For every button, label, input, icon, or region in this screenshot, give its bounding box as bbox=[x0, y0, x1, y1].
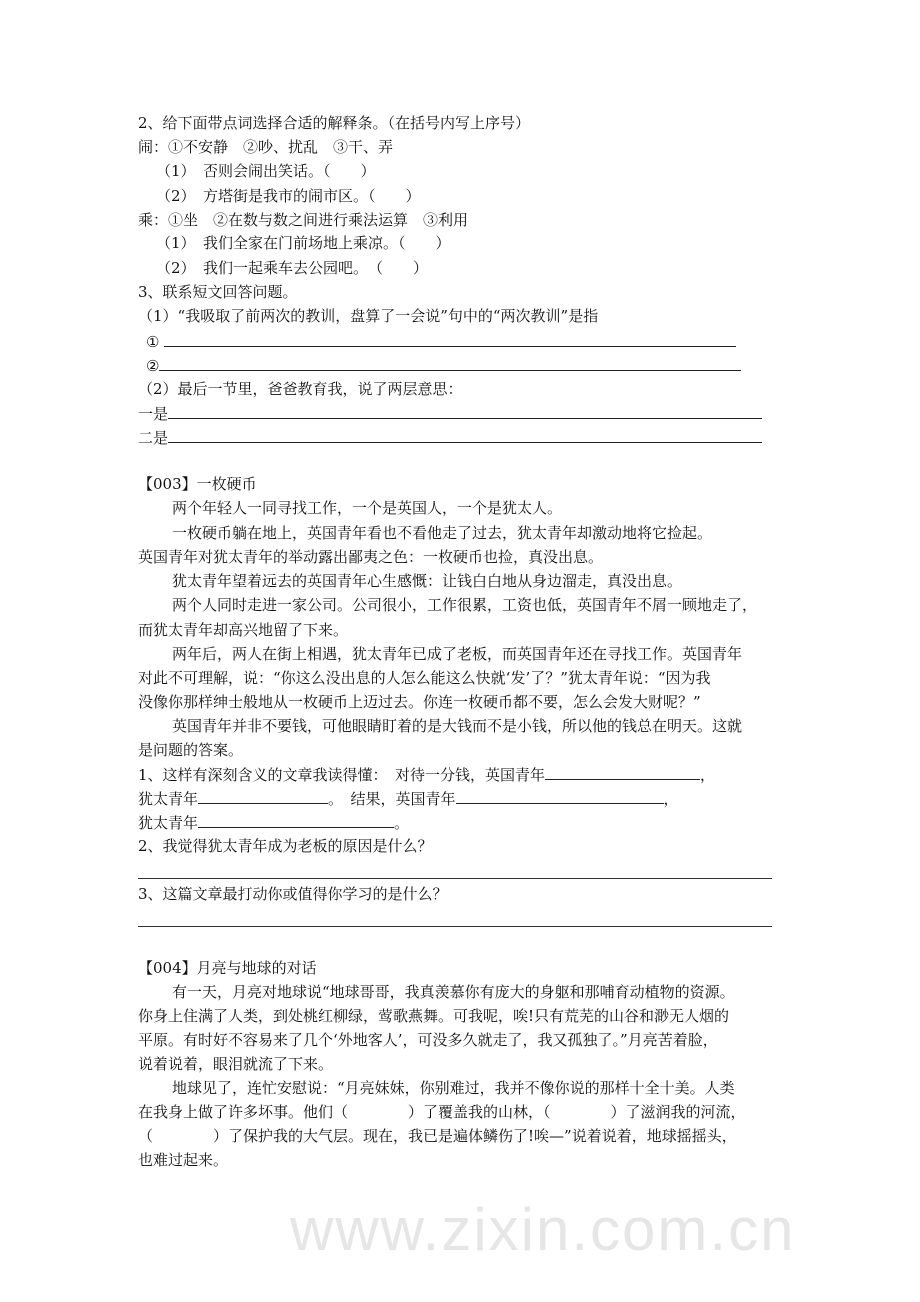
paragraph: 两个年轻人一同寻找工作，一个是英国人，一个是犹太人。 bbox=[172, 499, 563, 517]
comma: ， bbox=[663, 790, 679, 808]
paragraph-with-blanks: 在我身上做了许多坏事。他们（ ）了覆盖我的山林，（ ）了滋润我的河流， bbox=[138, 1103, 746, 1121]
question-1-text: 1、这样有深刻含义的文章我读得懂： 对待一分钱，英国青年 bbox=[138, 766, 546, 784]
question-1-text: 犹太青年 bbox=[138, 790, 199, 808]
paragraph: 英国青年并非不要钱，可他眼睛盯着的是大钱而不是小钱，所以他的钱总在明天。这就 bbox=[172, 717, 743, 735]
answer-blank[interactable] bbox=[456, 788, 664, 804]
paragraph: 两个人同时走进一家公司。公司很小，工作很累，工资也低，英国青年不屑一顾地走了， bbox=[172, 596, 758, 614]
answer-yi-label: 一是 bbox=[138, 405, 169, 423]
paragraph: 是问题的答案。 bbox=[138, 741, 244, 759]
paragraph: 英国青年对犹太青年的举动露出鄙夷之色：一枚硬币也捡，真没出息。 bbox=[138, 548, 604, 566]
paragraph: 地球见了，连忙安慰说：“月亮妹妹，你别难过，我并不像你说的那样十全十美。人类 bbox=[172, 1079, 735, 1097]
question-1 bbox=[138, 764, 715, 785]
paragraph: 而犹太青年却高兴地留了下来。 bbox=[138, 621, 349, 639]
section-003-title: 【003】一枚硬币 bbox=[138, 475, 257, 493]
question-2-title: 2、给下面带点词选择合适的解释条。（在括号内写上序号） bbox=[138, 114, 531, 132]
answer-label-2 bbox=[146, 355, 741, 376]
answer-line[interactable] bbox=[138, 878, 772, 879]
answer-line[interactable] bbox=[159, 355, 741, 371]
answer-yi bbox=[138, 403, 762, 424]
answer-blank[interactable] bbox=[545, 764, 700, 780]
answer-er bbox=[138, 427, 762, 448]
cheng-definitions: 乘：①坐 ②在数与数之间进行乘法运算 ③利用 bbox=[138, 211, 469, 229]
question-2: 2、我觉得犹太青年成为老板的原因是什么？ bbox=[138, 837, 433, 855]
nao-item-1: （1） 否则会闹出笑话。（ ） bbox=[156, 162, 376, 180]
paragraph: 犹太青年望着远去的英国青年心生感慨：让钱白白地从身边溜走，真没出息。 bbox=[172, 572, 683, 590]
question-3-title: 3、联系短文回答问题。 bbox=[138, 283, 298, 301]
paragraph: 一枚硬币躺在地上，英国青年看也不看他走了过去，犹太青年却激动地将它捡起。 bbox=[172, 524, 713, 542]
paragraph: 对此不可理解，说：“你这么没出息的人怎么能这么快就‘发’了？”犹太青年说：“因为我 bbox=[138, 669, 711, 687]
paragraph: 你身上住满了人类，到处桃红柳绿，莺歌燕舞。可我呢，唉!只有荒芜的山谷和渺无人烟的 bbox=[138, 1007, 730, 1025]
question-3-1: （1）“我吸取了前两次的教训，盘算了一会说”句中的“两次教训”是指 bbox=[138, 307, 599, 325]
paragraph: 也难过起来。 bbox=[138, 1151, 229, 1169]
question-1-text: 犹太青年 bbox=[138, 814, 199, 832]
answer-line[interactable] bbox=[168, 403, 762, 419]
paragraph: 平原。有时好不容易来了几个‘外地客人’，可没多久就走了，我又孤独了。”月亮苦着脸， bbox=[138, 1031, 718, 1049]
nao-definitions: 闹：①不安静 ②吵、扰乱 ③干、弄 bbox=[138, 138, 394, 156]
paragraph: 说着说着，眼泪就流了下来。 bbox=[138, 1055, 334, 1073]
cheng-item-2: （2） 我们一起乘车去公园吧。 （ ） bbox=[156, 259, 429, 277]
answer-line[interactable] bbox=[164, 331, 736, 347]
answer-blank[interactable] bbox=[198, 788, 328, 804]
nao-item-2: （2） 方塔街是我市的闹市区。（ ） bbox=[156, 187, 421, 205]
paragraph: 没像你那样绅士般地从一枚硬币上迈过去。你连一枚硬币都不要，怎么会发大财呢？” bbox=[138, 693, 701, 711]
answer-label-1 bbox=[146, 331, 736, 352]
question-1-text: 。 结果，英国青年 bbox=[328, 790, 456, 808]
cheng-item-1: （1） 我们全家在门前场地上乘凉。（ ） bbox=[156, 234, 451, 252]
paragraph-with-blanks: （ ）了保护我的大气层。现在，我已是遍体鳞伤了!唉—”说着说着，地球摇摇头， bbox=[138, 1127, 737, 1145]
watermark: www.zixin.com.cn bbox=[290, 1196, 796, 1263]
question-1-cont bbox=[138, 788, 679, 809]
answer-er-label: 二是 bbox=[138, 429, 169, 447]
paragraph: 有一天，月亮对地球说“地球哥哥，我真羡慕你有庞大的身躯和那哺育动植物的资源。 bbox=[172, 983, 735, 1001]
answer-blank[interactable] bbox=[198, 812, 394, 828]
section-004-title: 【004】月亮与地球的对话 bbox=[138, 959, 317, 977]
answer-number-2: ② bbox=[146, 357, 160, 375]
question-1-end bbox=[138, 812, 409, 833]
period: 。 bbox=[394, 814, 410, 832]
answer-line[interactable] bbox=[168, 427, 762, 443]
paragraph: 两年后，两人在街上相遇，犹太青年已成了老板，而英国青年还在寻找工作。英国青年 bbox=[172, 645, 743, 663]
answer-number-1: ① bbox=[146, 333, 160, 351]
comma: ， bbox=[700, 766, 716, 784]
question-3-2: （2）最后一节里，爸爸教育我，说了两层意思： bbox=[138, 380, 463, 398]
question-3: 3、这篇文章最打动你或值得你学习的是什么？ bbox=[138, 885, 448, 903]
answer-line[interactable] bbox=[138, 926, 772, 927]
